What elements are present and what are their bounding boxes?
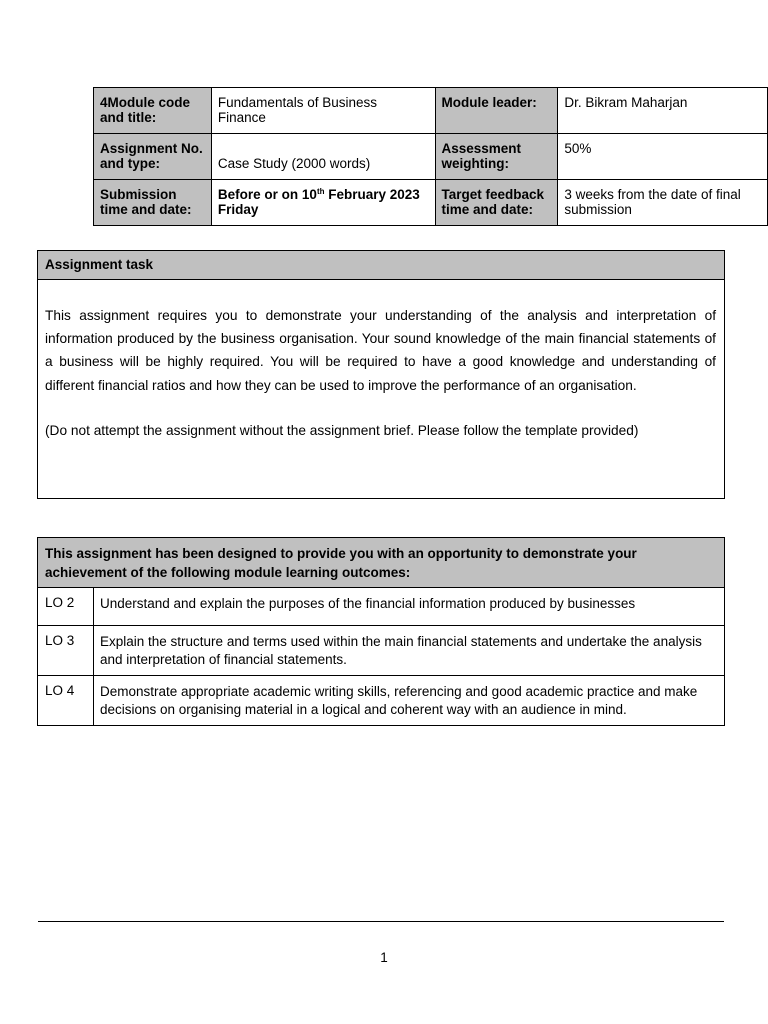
- submission-label: Submission time and date:: [94, 180, 212, 226]
- outcome-text: Understand and explain the purposes of the financial information produced by businesses: [94, 588, 725, 626]
- module-title: Fundamentals of Business Finance: [211, 88, 435, 134]
- module-code-label: 4Module code and title:: [94, 88, 212, 134]
- assignment-task-heading: Assignment task: [38, 251, 725, 280]
- assignment-type-cell: [211, 134, 435, 180]
- module-leader: Dr. Bikram Maharjan: [558, 88, 768, 134]
- assignment-task-box: [37, 250, 725, 499]
- footer-divider: [38, 921, 724, 922]
- submission-date-pre: Before or on 10: [217, 187, 317, 202]
- page-number: 1: [380, 950, 388, 965]
- submission-date-sup: th: [316, 187, 325, 196]
- weighting-label: Assessment weighting:: [435, 134, 558, 180]
- assignment-task-note: (Do not attempt the assignment without the assignment brief. Please follow the template provided): [45, 422, 639, 438]
- feedback: 3 weeks from the date of final submission: [558, 180, 768, 226]
- assignment-task-body: [38, 280, 725, 499]
- outcome-code: LO 3: [38, 626, 94, 676]
- feedback-label: Target feedback time and date:: [435, 180, 558, 226]
- assignment-label: Assignment No. and type:: [94, 134, 212, 180]
- submission-date-post: February 2023 Friday: [217, 187, 420, 217]
- outcome-text: Demonstrate appropriate academic writing skills, referencing and good academic practice and make decisions on organising material in a logical and coherent way with an audience in mind.: [94, 676, 725, 726]
- module-leader-label: Module leader:: [435, 88, 558, 134]
- assignment-type: Case Study (2000 words): [217, 156, 371, 171]
- outcome-text: Explain the structure and terms used within the main financial statements and undertake the analysis and interpretation of financial statements.: [94, 626, 725, 676]
- assignment-task-paragraph: This assignment requires you to demonstrate your understanding of the analysis and interpretation of information produced by the business organisation. Your sound knowledge of the main financial statements of a business will be highly required. You will be required to have a good knowledge and understanding of different financial ratios and how they can be used to improve the performance of an organisation.: [45, 308, 716, 393]
- outcome-code: LO 4: [38, 676, 94, 726]
- weighting: 50%: [558, 134, 768, 180]
- learning-outcomes-heading: This assignment has been designed to provide you with an opportunity to demonstrate your achievement of the following module learning outcomes:: [38, 538, 725, 588]
- module-info-table: [93, 87, 768, 226]
- learning-outcomes-table: [37, 537, 725, 726]
- submission-date: [211, 180, 435, 226]
- outcome-code: LO 2: [38, 588, 94, 626]
